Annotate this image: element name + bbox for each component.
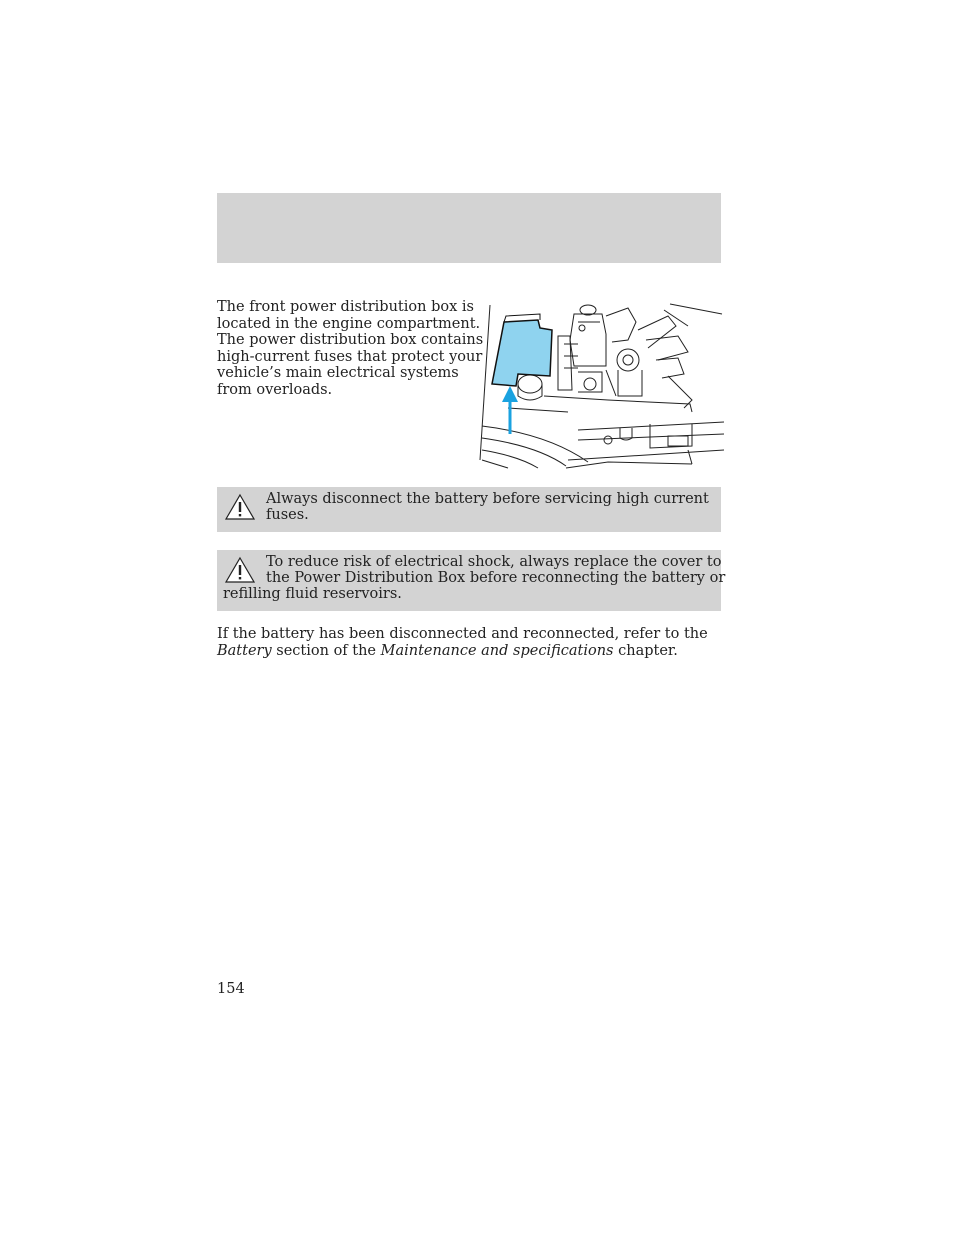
- intro-line: from overloads.: [217, 381, 333, 398]
- battery-section-reference: Battery: [217, 642, 272, 659]
- maintenance-chapter-reference: Maintenance and specifications: [380, 642, 614, 659]
- intro-paragraph: [217, 299, 484, 398]
- warning-text-line: To reduce risk of electrical shock, always replace the cover to: [266, 554, 722, 570]
- warning-box-high-current: [217, 487, 721, 532]
- section-header-band: [217, 193, 721, 263]
- intro-line: high-current fuses that protect your: [217, 348, 483, 365]
- power-distribution-box-highlight: [492, 314, 552, 386]
- pointer-arrow: [502, 386, 518, 434]
- engine-compartment-illustration: [478, 300, 724, 470]
- reference-connector-text: section of the: [271, 642, 381, 659]
- warning-text-line: the Power Distribution Box before reconnecting the battery or: [266, 570, 726, 586]
- reference-end-text: chapter.: [613, 642, 678, 659]
- warning-box-electrical-shock: [217, 550, 726, 611]
- intro-line: The power distribution box contains: [217, 332, 484, 348]
- page-number: 154: [217, 981, 245, 997]
- intro-line: located in the engine compartment.: [217, 315, 481, 332]
- warning-text-line: fuses.: [266, 507, 309, 523]
- intro-line: vehicle’s main electrical systems: [217, 365, 459, 381]
- warning-text-line: Always disconnect the battery before servicing high current: [266, 491, 709, 507]
- paragraph-line: [217, 643, 721, 660]
- intro-line: The front power distribution box is: [217, 299, 474, 315]
- paragraph-line: If the battery has been disconnected and reconnected, refer to the: [217, 626, 708, 642]
- warning-text-line: refilling fluid reservoirs.: [223, 586, 402, 602]
- battery-reference-paragraph: [217, 626, 721, 659]
- warning-triangle-icon: [224, 493, 256, 521]
